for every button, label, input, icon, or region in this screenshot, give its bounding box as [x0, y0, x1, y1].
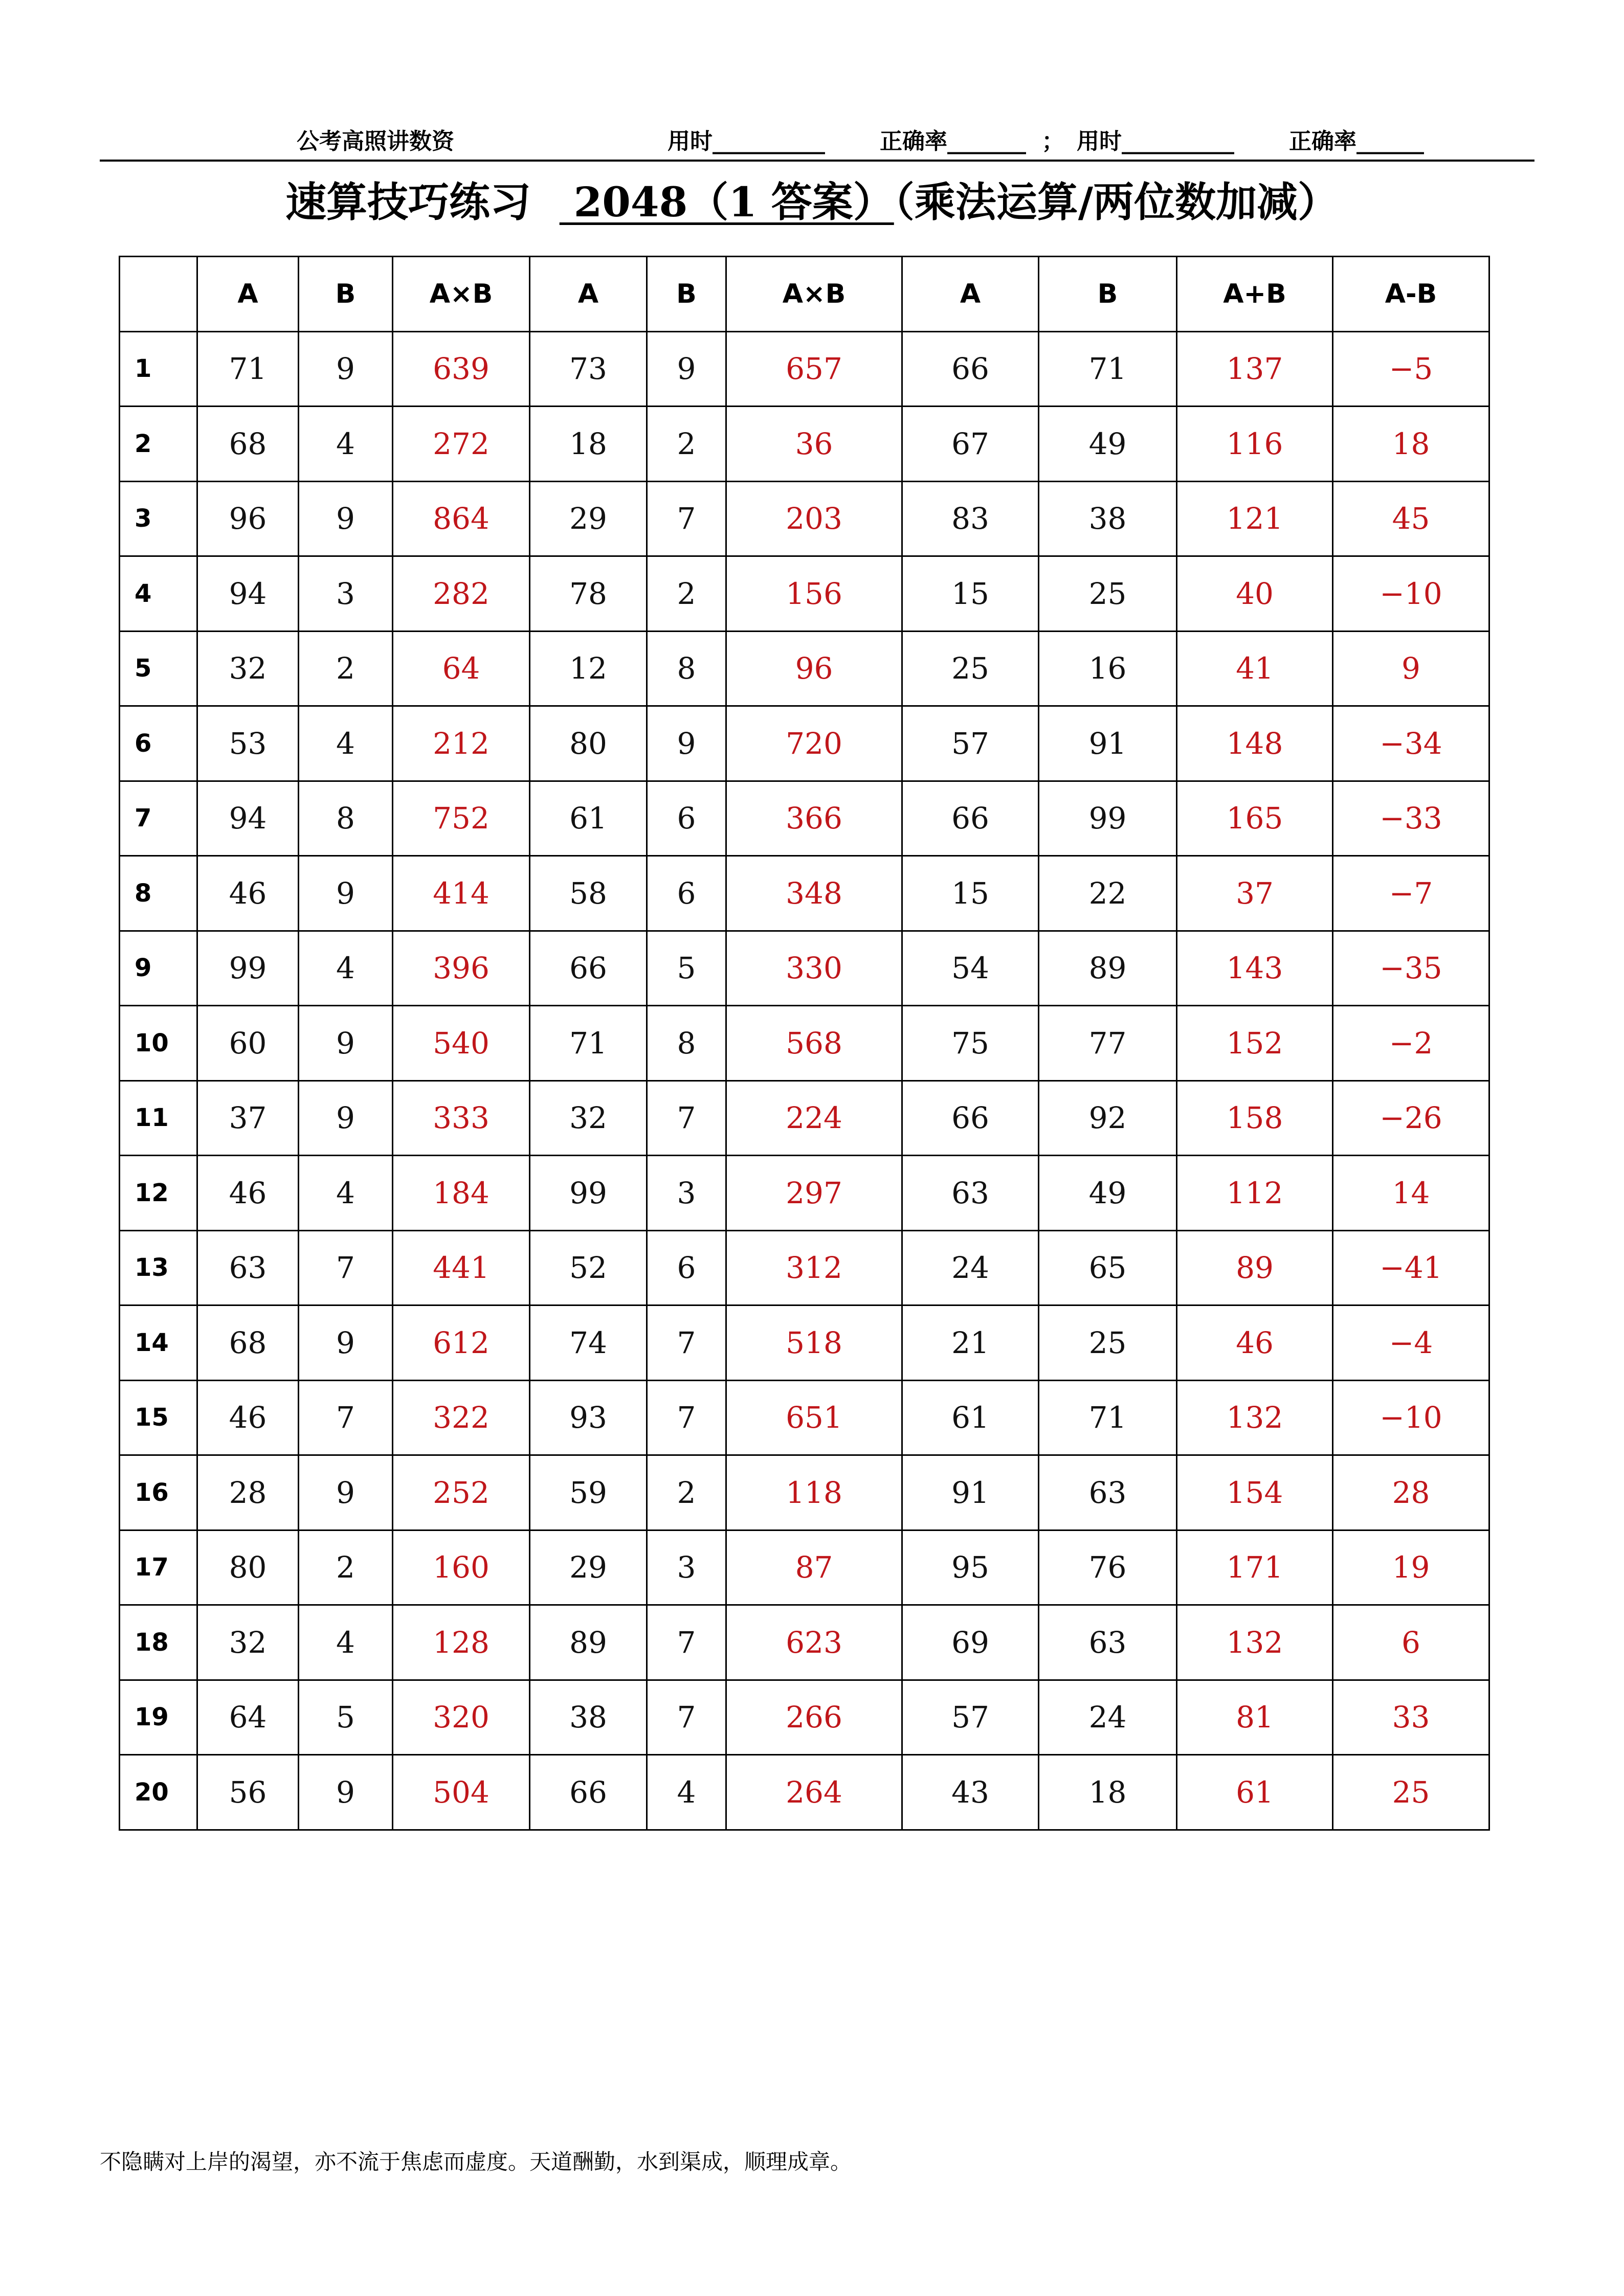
operand-cell: 12 — [530, 631, 647, 706]
answer-cell: 160 — [393, 1530, 530, 1605]
column-header: A-B — [1333, 257, 1489, 332]
operand-cell: 9 — [299, 1455, 393, 1530]
operand-cell: 29 — [530, 481, 647, 556]
table-row — [120, 331, 1489, 407]
operand-cell: 9 — [299, 331, 393, 407]
operand-cell: 4 — [299, 1156, 393, 1231]
row-index: 15 — [120, 1380, 197, 1455]
operand-cell: 76 — [1039, 1530, 1177, 1605]
answer-cell: 184 — [393, 1156, 530, 1231]
operand-cell: 25 — [902, 631, 1039, 706]
row-index: 17 — [120, 1530, 197, 1605]
answer-cell: 504 — [393, 1755, 530, 1830]
column-header: A — [197, 257, 299, 332]
operand-cell: 99 — [530, 1156, 647, 1231]
page-title — [0, 174, 1624, 230]
operand-cell: 66 — [530, 931, 647, 1006]
answer-cell: 320 — [393, 1680, 530, 1755]
answer-cell: 46 — [1177, 1305, 1333, 1381]
column-header: B — [1039, 257, 1177, 332]
answer-cell: 64 — [393, 631, 530, 706]
column-header: A — [530, 257, 647, 332]
operand-cell: 3 — [647, 1530, 726, 1605]
row-index: 14 — [120, 1305, 197, 1381]
answer-cell: 348 — [726, 856, 902, 931]
operand-cell: 9 — [647, 706, 726, 781]
accuracy-field-1[interactable]: 正确率_______ ； — [880, 128, 1064, 154]
table-body — [120, 331, 1489, 1830]
answer-cell: 540 — [393, 1006, 530, 1081]
table-row — [120, 1380, 1489, 1455]
operand-cell: 71 — [197, 331, 299, 407]
answer-cell: 33 — [1333, 1680, 1489, 1755]
table-row — [120, 631, 1489, 706]
answer-cell: 639 — [393, 331, 530, 407]
row-index: 3 — [120, 481, 197, 556]
table-row — [120, 556, 1489, 632]
answer-cell: 25 — [1333, 1755, 1489, 1830]
operand-cell: 28 — [197, 1455, 299, 1530]
answer-cell: 165 — [1177, 781, 1333, 856]
answer-cell: 518 — [726, 1305, 902, 1381]
answer-cell: 137 — [1177, 331, 1333, 407]
operand-cell: 6 — [647, 1230, 726, 1305]
row-index: 7 — [120, 781, 197, 856]
column-header-index — [120, 257, 197, 332]
operand-cell: 63 — [902, 1156, 1039, 1231]
operand-cell: 9 — [299, 1755, 393, 1830]
answer-cell: 366 — [726, 781, 902, 856]
operand-cell: 18 — [530, 407, 647, 482]
operand-cell: 2 — [647, 407, 726, 482]
operand-cell: 9 — [647, 331, 726, 407]
operand-cell: 49 — [1039, 407, 1177, 482]
answer-cell: 132 — [1177, 1605, 1333, 1680]
operand-cell: 25 — [1039, 1305, 1177, 1381]
operand-cell: 57 — [902, 706, 1039, 781]
operand-cell: 73 — [530, 331, 647, 407]
operand-cell: 24 — [1039, 1680, 1177, 1755]
row-index: 6 — [120, 706, 197, 781]
answer-cell: −10 — [1333, 556, 1489, 632]
answer-cell: 657 — [726, 331, 902, 407]
operand-cell: 71 — [530, 1006, 647, 1081]
answer-cell: 752 — [393, 781, 530, 856]
answer-cell: 28 — [1333, 1455, 1489, 1530]
answer-cell: 252 — [393, 1455, 530, 1530]
row-index: 9 — [120, 931, 197, 1006]
table-row — [120, 706, 1489, 781]
operand-cell: 71 — [1039, 1380, 1177, 1455]
table-row — [120, 481, 1489, 556]
answer-cell: 864 — [393, 481, 530, 556]
operand-cell: 91 — [902, 1455, 1039, 1530]
column-header: A+B — [1177, 257, 1333, 332]
operand-cell: 7 — [647, 1605, 726, 1680]
answer-cell: 171 — [1177, 1530, 1333, 1605]
column-header: A×B — [393, 257, 530, 332]
answer-cell: −5 — [1333, 331, 1489, 407]
operand-cell: 95 — [902, 1530, 1039, 1605]
operand-cell: 65 — [1039, 1230, 1177, 1305]
answer-cell: 128 — [393, 1605, 530, 1680]
operand-cell: 4 — [299, 1605, 393, 1680]
operand-cell: 15 — [902, 856, 1039, 931]
row-index: 1 — [120, 331, 197, 407]
table-row — [120, 1081, 1489, 1156]
operand-cell: 22 — [1039, 856, 1177, 931]
answer-cell: 143 — [1177, 931, 1333, 1006]
answer-cell: 312 — [726, 1230, 902, 1305]
row-index: 4 — [120, 556, 197, 632]
operand-cell: 38 — [530, 1680, 647, 1755]
operand-cell: 92 — [1039, 1081, 1177, 1156]
operand-cell: 4 — [299, 407, 393, 482]
answer-cell: −33 — [1333, 781, 1489, 856]
table-row — [120, 407, 1489, 482]
operand-cell: 9 — [299, 1081, 393, 1156]
operand-cell: 63 — [197, 1230, 299, 1305]
operand-cell: 16 — [1039, 631, 1177, 706]
answer-cell: 36 — [726, 407, 902, 482]
answer-cell: −7 — [1333, 856, 1489, 931]
table-row — [120, 1006, 1489, 1081]
answer-cell: 333 — [393, 1081, 530, 1156]
operand-cell: 37 — [197, 1081, 299, 1156]
operand-cell: 46 — [197, 856, 299, 931]
row-index: 8 — [120, 856, 197, 931]
operand-cell: 63 — [1039, 1605, 1177, 1680]
answer-cell: −35 — [1333, 931, 1489, 1006]
operand-cell: 64 — [197, 1680, 299, 1755]
answer-cell: 152 — [1177, 1006, 1333, 1081]
title-number: 2048（1 答案） — [559, 178, 894, 226]
answer-cell: 156 — [726, 556, 902, 632]
table-header-row — [120, 257, 1489, 332]
operand-cell: 7 — [647, 1305, 726, 1381]
answer-cell: −26 — [1333, 1081, 1489, 1156]
answer-cell: 266 — [726, 1680, 902, 1755]
operand-cell: 52 — [530, 1230, 647, 1305]
operand-cell: 61 — [530, 781, 647, 856]
operand-cell: 25 — [1039, 556, 1177, 632]
header-row — [100, 123, 1532, 153]
table-row — [120, 1156, 1489, 1231]
operand-cell: 9 — [299, 481, 393, 556]
row-index: 13 — [120, 1230, 197, 1305]
row-index: 19 — [120, 1680, 197, 1755]
operand-cell: 91 — [1039, 706, 1177, 781]
operand-cell: 89 — [1039, 931, 1177, 1006]
row-index: 20 — [120, 1755, 197, 1830]
answer-cell: 282 — [393, 556, 530, 632]
answer-cell: 154 — [1177, 1455, 1333, 1530]
operand-cell: 83 — [902, 481, 1039, 556]
operand-cell: 7 — [299, 1380, 393, 1455]
column-header: A×B — [726, 257, 902, 332]
answer-cell: 18 — [1333, 407, 1489, 482]
table-row — [120, 1530, 1489, 1605]
operand-cell: 4 — [299, 706, 393, 781]
answer-cell: 132 — [1177, 1380, 1333, 1455]
operand-cell: 74 — [530, 1305, 647, 1381]
answer-cell: 623 — [726, 1605, 902, 1680]
answer-cell: 720 — [726, 706, 902, 781]
answer-cell: 272 — [393, 407, 530, 482]
operand-cell: 66 — [530, 1755, 647, 1830]
operand-cell: 2 — [647, 556, 726, 632]
operand-cell: 68 — [197, 407, 299, 482]
row-index: 5 — [120, 631, 197, 706]
operand-cell: 9 — [299, 1006, 393, 1081]
answer-cell: 45 — [1333, 481, 1489, 556]
answer-cell: 116 — [1177, 407, 1333, 482]
accuracy-field-2[interactable]: 正确率______ — [1289, 128, 1424, 154]
operand-cell: 7 — [647, 1380, 726, 1455]
operand-cell: 5 — [647, 931, 726, 1006]
operand-cell: 32 — [530, 1081, 647, 1156]
operand-cell: 53 — [197, 706, 299, 781]
answer-cell: 19 — [1333, 1530, 1489, 1605]
operand-cell: 9 — [299, 1305, 393, 1381]
operand-cell: 7 — [299, 1230, 393, 1305]
operand-cell: 54 — [902, 931, 1039, 1006]
answer-cell: 81 — [1177, 1680, 1333, 1755]
answer-cell: 37 — [1177, 856, 1333, 931]
operand-cell: 5 — [299, 1680, 393, 1755]
operand-cell: 67 — [902, 407, 1039, 482]
answer-cell: 6 — [1333, 1605, 1489, 1680]
operand-cell: 6 — [647, 781, 726, 856]
operand-cell: 80 — [197, 1530, 299, 1605]
operand-cell: 29 — [530, 1530, 647, 1605]
operand-cell: 46 — [197, 1156, 299, 1231]
operand-cell: 3 — [647, 1156, 726, 1231]
answer-cell: −41 — [1333, 1230, 1489, 1305]
answer-cell: 396 — [393, 931, 530, 1006]
answer-cell: 96 — [726, 631, 902, 706]
operand-cell: 9 — [299, 856, 393, 931]
operand-cell: 21 — [902, 1305, 1039, 1381]
operand-cell: 94 — [197, 781, 299, 856]
operand-cell: 59 — [530, 1455, 647, 1530]
operand-cell: 69 — [902, 1605, 1039, 1680]
operand-cell: 43 — [902, 1755, 1039, 1830]
operand-cell: 8 — [647, 1006, 726, 1081]
operand-cell: 4 — [299, 931, 393, 1006]
answer-cell: 61 — [1177, 1755, 1333, 1830]
answer-cell: −4 — [1333, 1305, 1489, 1381]
answer-cell: 14 — [1333, 1156, 1489, 1231]
source-label: 公考高照讲数资 — [297, 128, 454, 154]
operand-cell: 2 — [299, 1530, 393, 1605]
practice-table — [119, 256, 1490, 1831]
answer-cell: 87 — [726, 1530, 902, 1605]
table-row — [120, 1305, 1489, 1381]
operand-cell: 71 — [1039, 331, 1177, 407]
operand-cell: 60 — [197, 1006, 299, 1081]
answer-cell: 441 — [393, 1230, 530, 1305]
operand-cell: 61 — [902, 1380, 1039, 1455]
operand-cell: 66 — [902, 1081, 1039, 1156]
operand-cell: 2 — [647, 1455, 726, 1530]
answer-cell: 112 — [1177, 1156, 1333, 1231]
title-prefix: 速算技巧练习 — [285, 178, 560, 226]
operand-cell: 18 — [1039, 1755, 1177, 1830]
answer-cell: 322 — [393, 1380, 530, 1455]
answer-cell: 224 — [726, 1081, 902, 1156]
operand-cell: 75 — [902, 1006, 1039, 1081]
operand-cell: 7 — [647, 1081, 726, 1156]
operand-cell: 66 — [902, 781, 1039, 856]
answer-cell: 40 — [1177, 556, 1333, 632]
operand-cell: 99 — [1039, 781, 1177, 856]
answer-cell: 118 — [726, 1455, 902, 1530]
operand-cell: 89 — [530, 1605, 647, 1680]
row-index: 11 — [120, 1081, 197, 1156]
operand-cell: 80 — [530, 706, 647, 781]
operand-cell: 49 — [1039, 1156, 1177, 1231]
column-header: A — [902, 257, 1039, 332]
answer-cell: 414 — [393, 856, 530, 931]
answer-cell: 89 — [1177, 1230, 1333, 1305]
row-index: 12 — [120, 1156, 197, 1231]
operand-cell: 3 — [299, 556, 393, 632]
row-index: 18 — [120, 1605, 197, 1680]
operand-cell: 7 — [647, 1680, 726, 1755]
answer-cell: −10 — [1333, 1380, 1489, 1455]
operand-cell: 8 — [299, 781, 393, 856]
table-row — [120, 931, 1489, 1006]
operand-cell: 24 — [902, 1230, 1039, 1305]
answer-cell: 9 — [1333, 631, 1489, 706]
operand-cell: 56 — [197, 1755, 299, 1830]
row-index: 2 — [120, 407, 197, 482]
operand-cell: 66 — [902, 331, 1039, 407]
answer-cell: 264 — [726, 1755, 902, 1830]
column-header: B — [299, 257, 393, 332]
header-divider — [100, 160, 1534, 162]
operand-cell: 93 — [530, 1380, 647, 1455]
table-row — [120, 1605, 1489, 1680]
answer-cell: 330 — [726, 931, 902, 1006]
operand-cell: 57 — [902, 1680, 1039, 1755]
answer-cell: 203 — [726, 481, 902, 556]
operand-cell: 32 — [197, 1605, 299, 1680]
answer-cell: 158 — [1177, 1081, 1333, 1156]
answer-cell: 568 — [726, 1006, 902, 1081]
footer-motto: 不隐瞒对上岸的渴望，亦不流于焦虑而虚度。天道酬勤，水到渠成，顺理成章。 — [100, 2149, 852, 2174]
answer-cell: −2 — [1333, 1006, 1489, 1081]
column-header: B — [647, 257, 726, 332]
operand-cell: 2 — [299, 631, 393, 706]
operand-cell: 99 — [197, 931, 299, 1006]
operand-cell: 46 — [197, 1380, 299, 1455]
row-index: 10 — [120, 1006, 197, 1081]
operand-cell: 6 — [647, 856, 726, 931]
operand-cell: 68 — [197, 1305, 299, 1381]
answer-cell: 121 — [1177, 481, 1333, 556]
operand-cell: 32 — [197, 631, 299, 706]
table-row — [120, 781, 1489, 856]
answer-cell: −34 — [1333, 706, 1489, 781]
operand-cell: 96 — [197, 481, 299, 556]
answer-cell: 651 — [726, 1380, 902, 1455]
table-row — [120, 1755, 1489, 1830]
table-row — [120, 1230, 1489, 1305]
operand-cell: 7 — [647, 481, 726, 556]
table-row — [120, 1680, 1489, 1755]
table-row — [120, 856, 1489, 931]
operand-cell: 77 — [1039, 1006, 1177, 1081]
operand-cell: 38 — [1039, 481, 1177, 556]
operand-cell: 94 — [197, 556, 299, 632]
answer-cell: 148 — [1177, 706, 1333, 781]
operand-cell: 8 — [647, 631, 726, 706]
operand-cell: 4 — [647, 1755, 726, 1830]
operand-cell: 63 — [1039, 1455, 1177, 1530]
operand-cell: 15 — [902, 556, 1039, 632]
row-index: 16 — [120, 1455, 197, 1530]
table-row — [120, 1455, 1489, 1530]
title-suffix: （乘法运算/两位数加减） — [894, 178, 1339, 226]
answer-cell: 297 — [726, 1156, 902, 1231]
answer-cell: 612 — [393, 1305, 530, 1381]
answer-cell: 212 — [393, 706, 530, 781]
time-field-1[interactable]: 用时__________ — [668, 128, 825, 154]
time-field-2[interactable]: 用时__________ — [1077, 128, 1234, 154]
operand-cell: 58 — [530, 856, 647, 931]
answer-cell: 41 — [1177, 631, 1333, 706]
operand-cell: 78 — [530, 556, 647, 632]
